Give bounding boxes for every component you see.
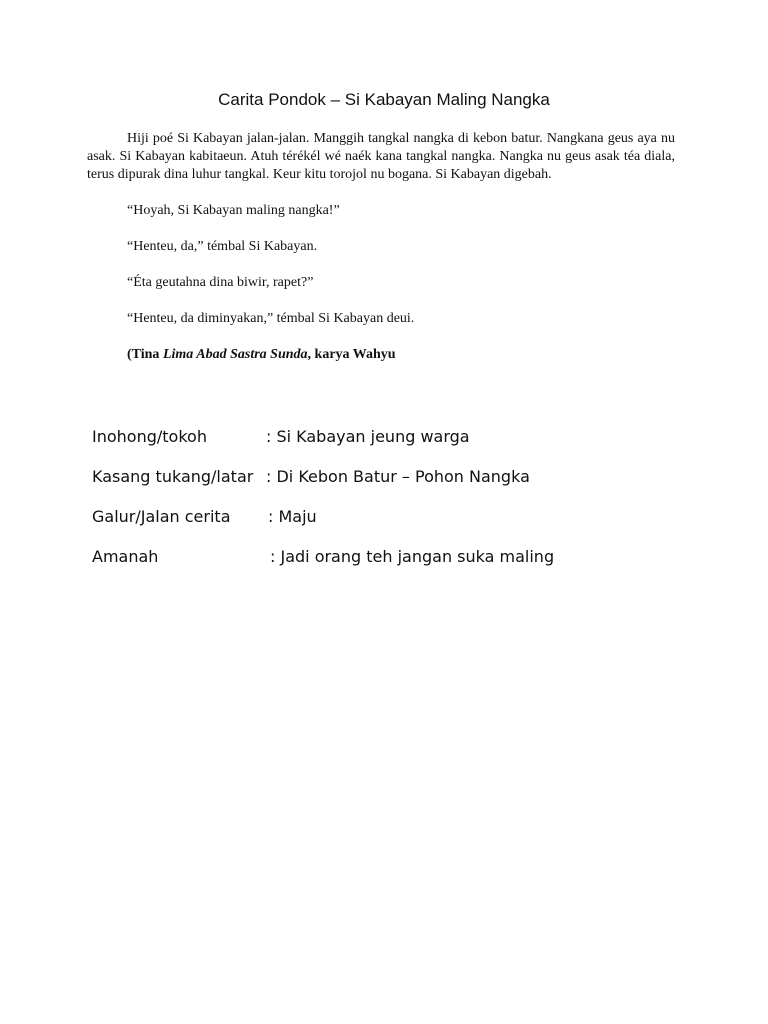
citation (87, 346, 675, 364)
story-text (87, 130, 675, 364)
story-analysis (92, 424, 732, 584)
dialog-line-4: “Henteu, da diminyakan,” témbal Si Kabayan deui. (127, 311, 415, 326)
analysis-row-latar (92, 464, 732, 504)
citation-book-title: Lima Abad Sastra Sunda (162, 347, 308, 362)
document-title: Carita Pondok – Si Kabayan Maling Nangka (218, 90, 550, 109)
analysis-label: Inohong/tokoh (92, 427, 207, 446)
citation-suffix: , karya Wahyu (307, 347, 396, 362)
analysis-label: Galur/Jalan cerita (92, 507, 231, 526)
analysis-row-tokoh (92, 424, 732, 464)
analysis-label: Amanah (92, 547, 159, 566)
analysis-value: : Jadi orang teh jangan suka maling (270, 547, 555, 566)
citation-prefix: (Tina (127, 347, 163, 362)
dialog-line-2: “Henteu, da,” témbal Si Kabayan. (127, 239, 318, 254)
analysis-row-galur (92, 504, 732, 544)
story-paragraph: Hiji poé Si Kabayan jalan-jalan. Manggih tangkal nangka di kebon batur. Nangkana geus aya nu asak. Si Kabayan kabitaeun. Atuh térékél wé naék kana tangkal nangka. Nangka nu geus asak téa diala, terus dipurak dina luhur tangkal. Keur kitu torojol nu bogana. Si Kabayan digebah. (87, 131, 675, 182)
dialog-line-1: “Hoyah, Si Kabayan maling nangka!” (127, 203, 340, 218)
analysis-value: : Di Kebon Batur – Pohon Nangka (266, 467, 530, 486)
analysis-value: : Maju (268, 507, 317, 526)
analysis-value: : Si Kabayan jeung warga (266, 427, 470, 446)
analysis-row-amanah (92, 544, 732, 584)
dialog-line-3: “Éta geutahna dina biwir, rapet?” (127, 275, 314, 290)
analysis-label: Kasang tukang/latar (92, 467, 254, 486)
